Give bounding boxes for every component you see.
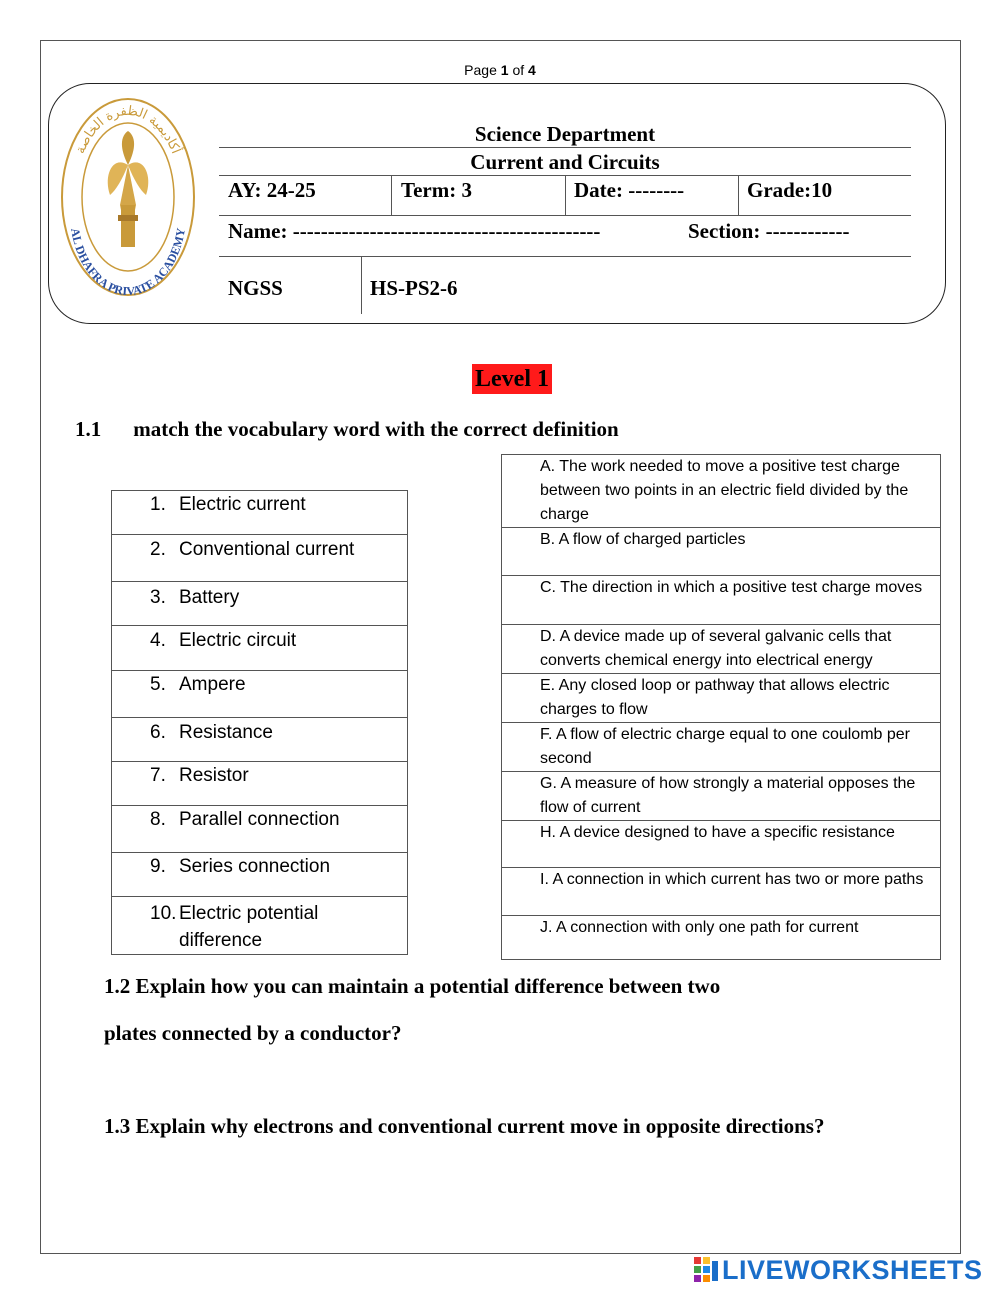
logo-arabic-text: أكاديمية الظفرة الخاصة: [72, 103, 184, 157]
header-divider: [361, 256, 362, 314]
department-title: Science Department: [474, 122, 656, 146]
vocab-item[interactable]: 7. Resistor: [112, 762, 408, 806]
header-divider: [738, 175, 739, 215]
vocab-item[interactable]: 2. Conventional current: [112, 535, 408, 582]
wheat-sheaf-icon: [108, 131, 149, 247]
vocab-item[interactable]: 10. Electric potential difference: [112, 897, 408, 955]
logo-english-text: AL DHAFRA PRIVATE ACADEMY: [68, 226, 188, 299]
definition-item[interactable]: J. A connection with only one path for current: [502, 916, 941, 960]
ngss-code: HS-PS2-6: [370, 276, 458, 300]
question-1-3: 1.3 Explain why electrons and conventional current move in opposite directions?: [104, 1114, 825, 1138]
academic-year: AY: 24-25: [228, 178, 316, 202]
question-1-1: [75, 417, 619, 442]
liveworksheets-text: LIVEWORKSHEETS: [722, 1254, 983, 1285]
vocab-item[interactable]: 3. Battery: [112, 582, 408, 626]
definitions-table: [501, 454, 941, 960]
vocab-item[interactable]: 9. Series connection: [112, 853, 408, 897]
vocab-item[interactable]: 1. Electric current: [112, 491, 408, 535]
definition-item[interactable]: D. A device made up of several galvanic cells that converts chemical energy into electrical energy: [502, 625, 941, 674]
grade: Grade:10: [747, 178, 833, 202]
vocab-item[interactable]: 8. Parallel connection: [112, 806, 408, 853]
liveworksheets-watermark: [694, 1255, 983, 1285]
vocab-item[interactable]: 4. Electric circuit: [112, 626, 408, 671]
header-divider: [391, 175, 392, 215]
school-logo: [58, 95, 198, 300]
term: Term: 3: [401, 178, 472, 202]
header-rule: [219, 147, 911, 148]
page-indicator: Page 1 of 4: [464, 62, 536, 78]
question-number: 1.1: [75, 417, 102, 441]
definition-item[interactable]: C. The direction in which a positive test charge moves: [502, 576, 941, 625]
definition-item[interactable]: F. A flow of electric charge equal to one coulomb per second: [502, 723, 941, 772]
vocab-item[interactable]: 6. Resistance: [112, 718, 408, 762]
header-divider: [565, 175, 566, 215]
question-1-2-line2: plates connected by a conductor?: [104, 1021, 402, 1045]
section-field[interactable]: Section: ------------: [688, 219, 850, 243]
definition-item[interactable]: E. Any closed loop or pathway that allows electric charges to flow: [502, 674, 941, 723]
definition-item[interactable]: A. The work needed to move a positive test charge between two points in an electric field divided by the charge: [502, 455, 941, 528]
ngss-label: NGSS: [228, 276, 283, 300]
level-badge: Level 1: [472, 364, 552, 394]
worksheet-title: Current and Circuits: [470, 150, 660, 174]
liveworksheets-logo-icon: [694, 1257, 720, 1283]
definition-item[interactable]: I. A connection in which current has two or more paths: [502, 868, 941, 916]
name-field[interactable]: Name: --------------------------------------------: [228, 219, 601, 243]
definition-item[interactable]: G. A measure of how strongly a material opposes the flow of current: [502, 772, 941, 821]
header-rule: [219, 215, 911, 216]
question-1-2-line1: 1.2 Explain how you can maintain a potential difference between two: [104, 974, 721, 998]
date-field[interactable]: Date: --------: [574, 178, 685, 202]
definition-item[interactable]: B. A flow of charged particles: [502, 528, 941, 576]
definition-item[interactable]: H. A device designed to have a specific resistance: [502, 821, 941, 868]
question-text: match the vocabulary word with the correct definition: [133, 417, 619, 441]
header-rule: [219, 256, 911, 257]
vocabulary-table: [111, 490, 408, 955]
vocab-item[interactable]: 5. Ampere: [112, 671, 408, 718]
